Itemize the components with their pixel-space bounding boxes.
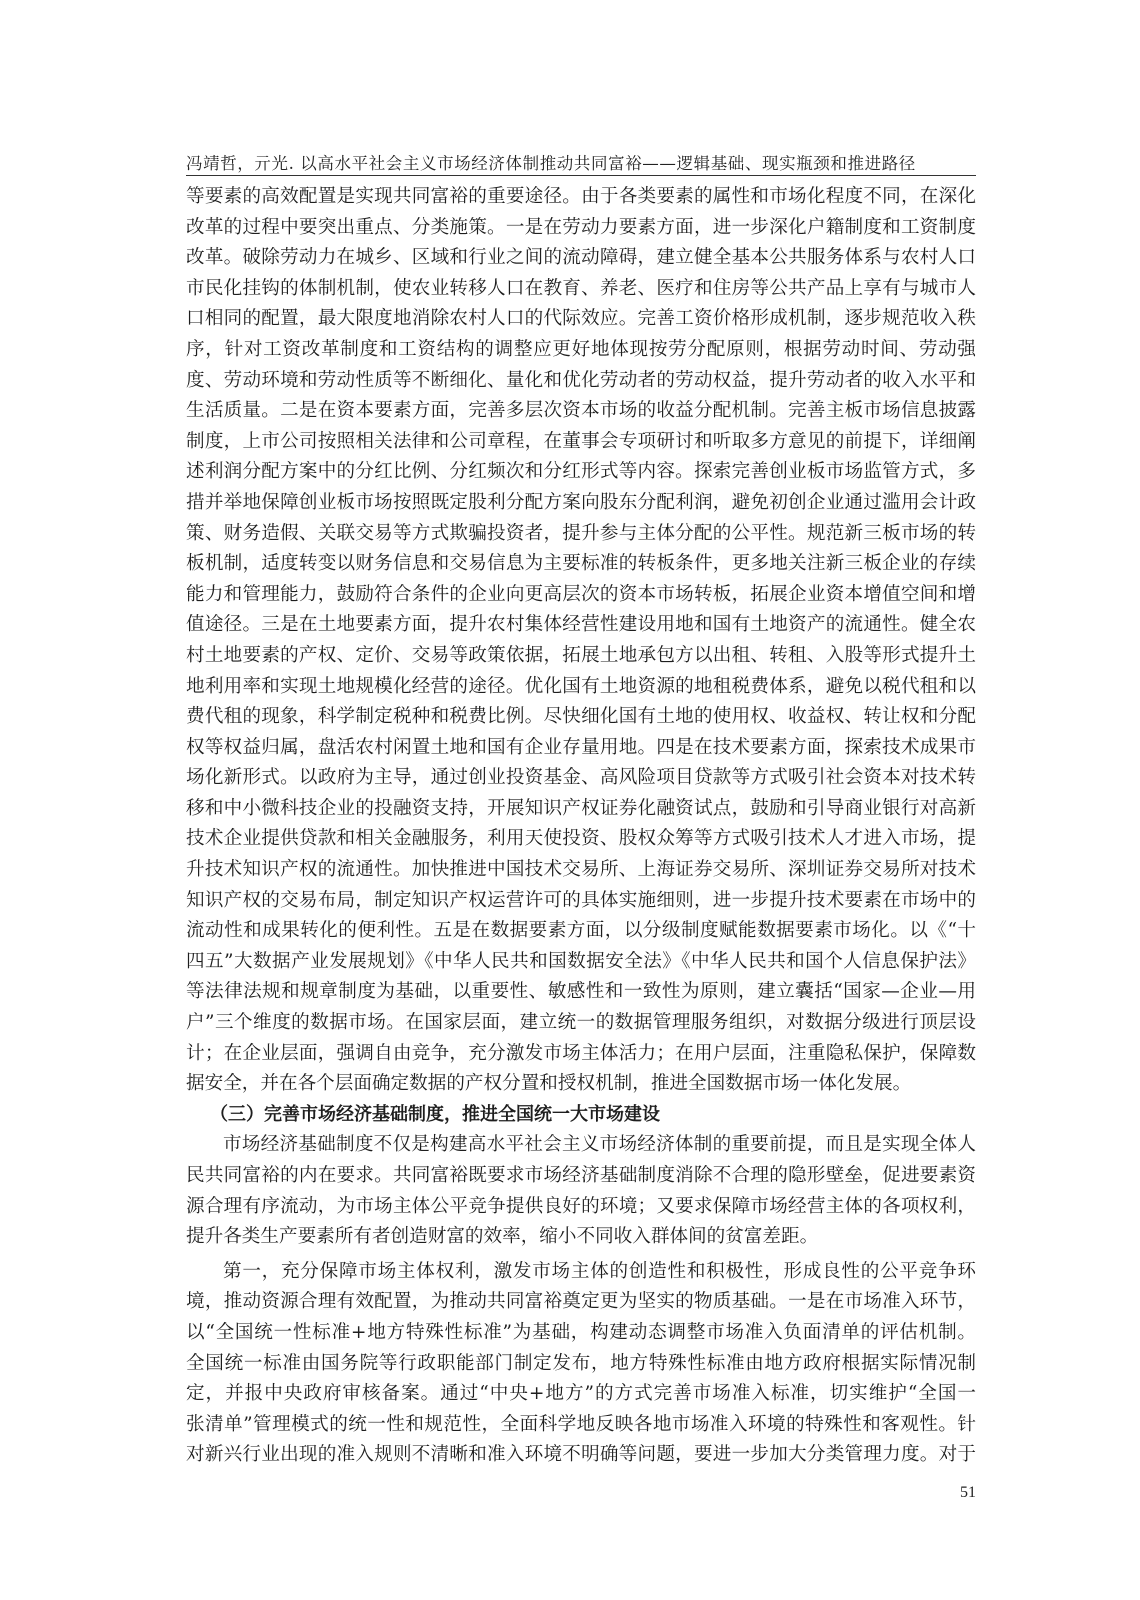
- article-body: [186, 182, 976, 1471]
- paragraph-line: 生活质量。二是在资本要素方面，完善多层次资本市场的收益分配机制。完善主板市场信息披露: [186, 400, 976, 422]
- section-heading: （三）完善市场经济基础制度，推进全国统一大市场建设: [210, 1103, 660, 1125]
- paragraph-line: 度、劳动环境和劳动性质等不断细化、量化和优化劳动者的劳动权益，提升劳动者的收入水平和: [186, 369, 976, 391]
- paragraph-line: 能力和管理能力，鼓励符合条件的企业向更高层次的资本市场转板，拓展企业资本增值空间和增: [186, 583, 976, 605]
- paragraph-line: 措并举地保障创业板市场按照既定股利分配方案向股东分配利润，避免初创企业通过滥用会计政: [186, 491, 976, 513]
- paragraph-line: 口相同的配置，最大限度地消除农村人口的代际效应。完善工资价格形成机制，逐步规范收入秩: [186, 308, 976, 330]
- paragraph-line: 移和中小微科技企业的投融资支持，开展知识产权证券化融资试点，鼓励和引导商业银行对高新: [186, 797, 976, 819]
- paragraph-line: 民共同富裕的内在要求。共同富裕既要求市场经济基础制度消除不合理的隐形壁垒，促进要素资: [186, 1165, 976, 1186]
- header-rule: [186, 175, 976, 176]
- paragraph-line: 市场经济基础制度不仅是构建高水平社会主义市场经济体制的重要前提，而且是实现全体人: [223, 1134, 976, 1156]
- paragraph-line: 据安全，并在各个层面确定数据的产权分置和授权机制，推进全国数据市场一体化发展。: [186, 1073, 912, 1095]
- paragraph-line: 源合理有序流动，为市场主体公平竞争提供良好的环境；又要求保障市场经营主体的各项权利，: [186, 1195, 976, 1217]
- paragraph-line: 场化新形式。以政府为主导，通过创业投资基金、高风险项目贷款等方式吸引社会资本对技术转: [186, 767, 976, 789]
- running-header: 冯靖哲，亓光. 以高水平社会主义市场经济体制推动共同富裕——逻辑基础、现实瓶颈和推进路径: [186, 154, 916, 173]
- paragraph-line: 四五”大数据产业发展规划》《中华人民共和国数据安全法》《中华人民共和国个人信息保护法》: [186, 950, 976, 972]
- paragraph-line: 户”三个维度的数据市场。在国家层面，建立统一的数据管理服务组织，对数据分级进行顶层设: [186, 1012, 976, 1034]
- paragraph-line: 策、财务造假、关联交易等方式欺骗投资者，提升参与主体分配的公平性。规范新三板市场的转: [186, 522, 976, 544]
- paragraph-line: 村土地要素的产权、定价、交易等政策依据，拓展土地承包方以出租、转租、入股等形式提升土: [186, 644, 976, 666]
- paragraph-line: 第一，充分保障市场主体权利，激发市场主体的创造性和积极性，形成良性的公平竞争环: [223, 1260, 976, 1282]
- paragraph-line: 定，并报中央政府审核备案。通过“中央+地方”的方式完善市场准入标准，切实维护“全国一: [186, 1383, 976, 1405]
- paragraph-line: 市民化挂钩的体制机制，使农业转移人口在教育、养老、医疗和住房等公共产品上享有与城市人: [186, 277, 976, 299]
- paragraph-line: 改革。破除劳动力在城乡、区域和行业之间的流动障碍，建立健全基本公共服务体系与农村人口: [186, 247, 976, 269]
- paragraph-line: 以“全国统一性标准+地方特殊性标准”为基础，构建动态调整市场准入负面清单的评估机制。: [186, 1321, 976, 1343]
- paragraph-line: 板机制，适度转变以财务信息和交易信息为主要标准的转板条件，更多地关注新三板企业的存续: [186, 553, 976, 575]
- paragraph-line: 知识产权的交易布局，制定知识产权运营许可的具体实施细则，进一步提升技术要素在市场中的: [186, 889, 976, 911]
- paragraph-factor-allocation: [186, 182, 976, 1100]
- paragraph-line: 改革的过程中要突出重点、分类施策。一是在劳动力要素方面，进一步深化户籍制度和工资制度: [186, 216, 976, 238]
- paragraph-line: 权等权益归属，盘活农村闲置土地和国有企业存量用地。四是在技术要素方面，探索技术成果市: [186, 736, 976, 758]
- paragraph-line: 计；在企业层面，强调自由竞争，充分激发市场主体活力；在用户层面，注重隐私保护，保障数: [186, 1042, 976, 1064]
- paragraph-line: 全国统一标准由国务院等行政职能部门制定发布，地方特殊性标准由地方政府根据实际情况制: [186, 1352, 976, 1374]
- paragraph-line: 值途径。三是在土地要素方面，提升农村集体经营性建设用地和国有土地资产的流通性。健全农: [186, 614, 976, 636]
- paragraph-line: 升技术知识产权的流通性。加快推进中国技术交易所、上海证券交易所、深圳证券交易所对技术: [186, 859, 976, 881]
- paragraph-line: 费代租的现象，科学制定税种和税费比例。尽快细化国有土地的使用权、收益权、转让权和分配: [186, 706, 976, 728]
- paragraph-line: 等要素的高效配置是实现共同富裕的重要途径。由于各类要素的属性和市场化程度不同，在深化: [186, 186, 976, 207]
- paragraph-basic-institutions: [186, 1130, 976, 1252]
- paragraph-line: 提升各类生产要素所有者创造财富的效率，缩小不同收入群体间的贫富差距。: [186, 1226, 819, 1248]
- page-number: 51: [960, 1484, 976, 1501]
- paragraph-line: 张清单”管理模式的统一性和规范性，全面科学地反映各地市场准入环境的特殊性和客观性。针: [186, 1413, 976, 1435]
- paragraph-line: 制度，上市公司按照相关法律和公司章程，在董事会专项研讨和听取多方意见的前提下，详细阐: [186, 430, 976, 452]
- paragraph-line: 境，推动资源合理有效配置，为推动共同富裕奠定更为坚实的物质基础。一是在市场准入环节，: [186, 1291, 976, 1313]
- paragraph-line: 等法律法规和规章制度为基础，以重要性、敏感性和一致性为原则，建立囊括“国家—企业—用: [186, 981, 976, 1003]
- paragraph-line: 技术企业提供贷款和相关金融服务，利用天使投资、股权众筹等方式吸引技术人才进入市场，提: [186, 828, 976, 850]
- paragraph-market-entities: [186, 1257, 976, 1471]
- paragraph-line: 对新兴行业出现的准入规则不清晰和准入环境不明确等问题，要进一步加大分类管理力度。对于: [186, 1444, 976, 1466]
- paragraph-line: 述利润分配方案中的分红比例、分红频次和分红形式等内容。探索完善创业板市场监管方式，多: [186, 461, 976, 483]
- paragraph-line: 序，针对工资改革制度和工资结构的调整应更好地体现按劳分配原则，根据劳动时间、劳动强: [186, 338, 976, 360]
- paragraph-line: 流动性和成果转化的便利性。五是在数据要素方面，以分级制度赋能数据要素市场化。以《“十: [186, 920, 976, 942]
- paragraph-line: 地利用率和实现土地规模化经营的途径。优化国有土地资源的地租税费体系，避免以税代租和以: [186, 675, 976, 697]
